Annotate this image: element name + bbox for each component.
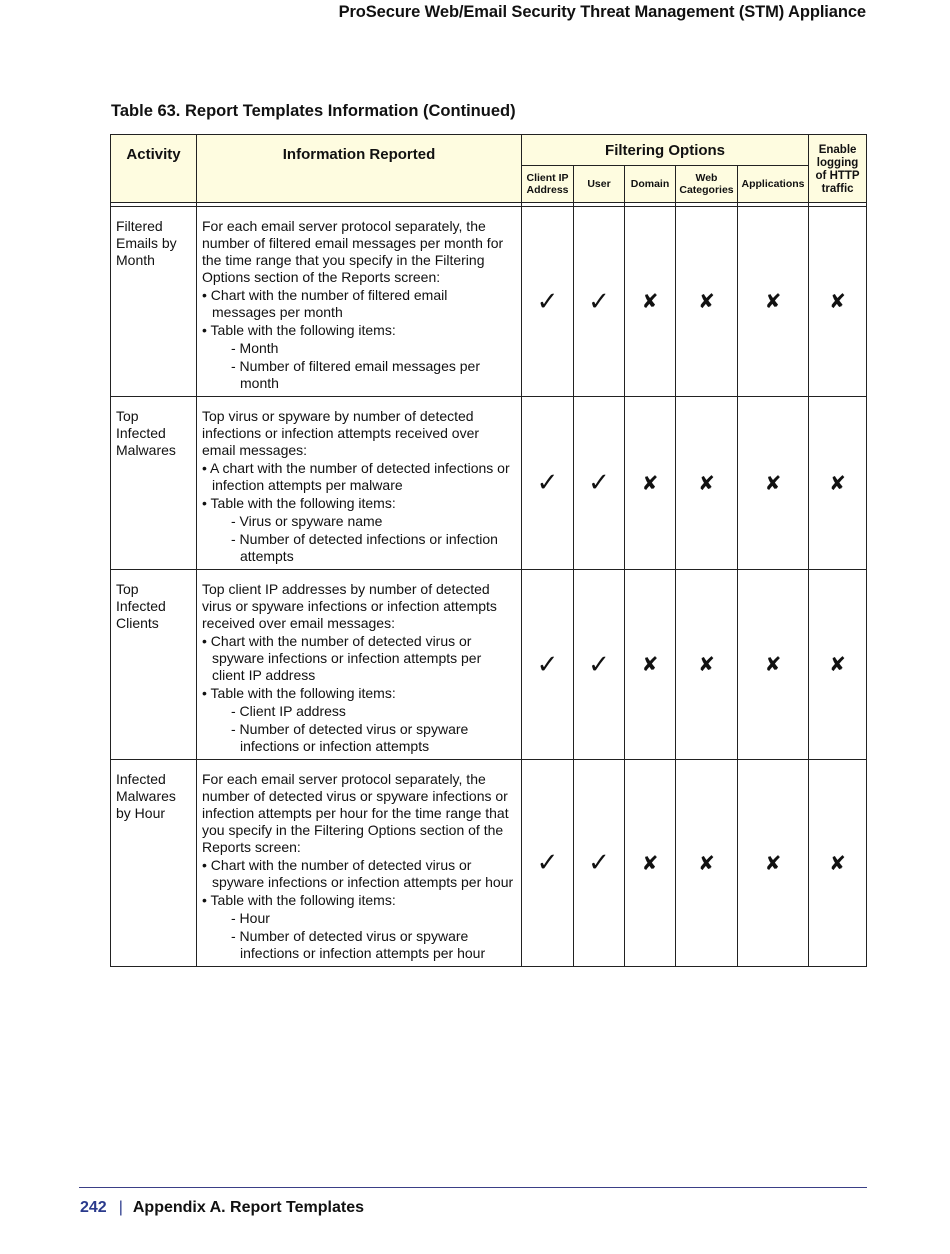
table-caption: Table 63. Report Templates Information (Continued): [111, 102, 516, 120]
footer-section-title: Appendix A. Report Templates: [132, 1199, 364, 1216]
page-number: 242: [80, 1199, 107, 1216]
cross-icon: ✘: [698, 289, 715, 313]
checkmark-icon: ✓: [536, 286, 559, 317]
mark-cell-enable-logging: [809, 397, 867, 570]
cross-icon: ✘: [764, 652, 782, 676]
checkmark-icon: ✓: [536, 649, 559, 680]
checkmark-icon: ✓: [588, 649, 610, 680]
checkmark-icon: ✓: [588, 848, 610, 878]
mark-cell-user: [574, 207, 625, 397]
cross-icon: ✘: [698, 470, 715, 495]
information-sub-item: - Number of detected virus or spyware infections or infection attempts per hour: [231, 928, 486, 961]
information-bullet: • Table with the following items:: [202, 322, 396, 338]
cross-icon: ✘: [829, 850, 846, 875]
information-sub-item: - Virus or spyware name: [231, 513, 383, 529]
mark-cell-web-categories: [676, 207, 738, 397]
information-cell: [197, 207, 522, 397]
mark-cell-client-ip: [522, 397, 574, 570]
footer: [80, 1199, 364, 1217]
mark-cell-web-categories: [676, 760, 738, 967]
mark-cell-client-ip: [522, 760, 574, 967]
mark-cell-domain: [625, 397, 676, 570]
activity-cell: Top Infected Clients: [111, 570, 197, 760]
activity-cell: Filtered Emails by Month: [111, 207, 197, 397]
header-client-ip-address: Client IP Address: [522, 166, 574, 203]
mark-cell-user: [574, 570, 625, 760]
mark-cell-client-ip: [522, 570, 574, 760]
information-intro: For each email server protocol separately, the number of detected virus or spyware infections or infection attempts per hour for the time range that you specify in the Filtering Options section of the Reports screen:: [202, 771, 509, 855]
cross-icon: ✘: [641, 470, 659, 495]
header-web-categories: Web Categories: [676, 166, 738, 203]
mark-cell-domain: [625, 207, 676, 397]
mark-cell-enable-logging: [809, 760, 867, 967]
information-sub-item: - Hour: [231, 910, 270, 926]
information-bullet: • Table with the following items:: [202, 685, 396, 701]
information-sub-item: - Client IP address: [231, 703, 346, 719]
information-cell: [197, 570, 522, 760]
information-intro: Top client IP addresses by number of detected virus or spyware infections or infection attempts received over email messages:: [202, 581, 497, 631]
table-row: [111, 207, 867, 397]
mark-cell-domain: [625, 760, 676, 967]
information-cell: [197, 760, 522, 967]
cross-icon: ✘: [829, 470, 846, 495]
mark-cell-applications: [738, 760, 809, 967]
header-applications: Applications: [738, 166, 809, 203]
information-bullet: • Table with the following items:: [202, 892, 396, 908]
information-intro: Top virus or spyware by number of detected infections or infection attempts received over email messages:: [202, 408, 480, 458]
header-information-reported: Information Reported: [197, 135, 522, 203]
information-bullet: • Chart with the number of detected virus or spyware infections or infection attempts per client IP address: [202, 633, 482, 683]
cross-icon: ✘: [698, 652, 715, 676]
mark-cell-user: [574, 760, 625, 967]
information-sub-item: - Number of detected infections or infection attempts: [231, 531, 498, 564]
header-user: User: [574, 166, 625, 203]
table-body: [111, 207, 867, 967]
information-intro: For each email server protocol separately, the number of filtered email messages per month for the time range that you specify in the Filtering Options section of the Reports screen:: [202, 218, 504, 285]
header-filtering-options: Filtering Options: [522, 135, 809, 166]
mark-cell-enable-logging: [809, 207, 867, 397]
cross-icon: ✘: [829, 289, 846, 313]
header-enable-logging: Enable logging of HTTP traffic: [809, 135, 867, 203]
information-sub-item: - Number of filtered email messages per month: [231, 358, 480, 391]
header-activity: Activity: [111, 135, 197, 203]
information-sub-item: - Month: [231, 340, 279, 356]
mark-cell-applications: [738, 397, 809, 570]
cross-icon: ✘: [641, 289, 659, 313]
mark-cell-applications: [738, 570, 809, 760]
cross-icon: ✘: [764, 289, 782, 313]
mark-cell-web-categories: [676, 397, 738, 570]
information-sub-item: - Number of detected virus or spyware infections or infection attempts: [231, 721, 469, 754]
checkmark-icon: ✓: [588, 468, 610, 498]
footer-separator: |: [118, 1199, 123, 1216]
checkmark-icon: ✓: [588, 286, 610, 317]
checkmark-icon: ✓: [536, 468, 559, 498]
mark-cell-user: [574, 397, 625, 570]
information-bullet: • Chart with the number of filtered email messages per month: [202, 287, 448, 320]
table-row: [111, 760, 867, 967]
mark-cell-enable-logging: [809, 570, 867, 760]
table-row: [111, 570, 867, 760]
cross-icon: ✘: [698, 850, 715, 875]
report-templates-table: [110, 134, 867, 967]
cross-icon: ✘: [641, 652, 659, 676]
cross-icon: ✘: [764, 470, 782, 495]
footer-rule: [79, 1187, 867, 1188]
cross-icon: ✘: [764, 850, 782, 875]
mark-cell-client-ip: [522, 207, 574, 397]
information-bullet: • Chart with the number of detected virus or spyware infections or infection attempts per hour: [202, 857, 514, 890]
cross-icon: ✘: [829, 652, 846, 676]
mark-cell-web-categories: [676, 570, 738, 760]
activity-cell: Top Infected Malwares: [111, 397, 197, 570]
running-title: ProSecure Web/Email Security Threat Management (STM) Appliance: [338, 3, 866, 21]
information-bullet: • Table with the following items:: [202, 495, 396, 511]
table-row: [111, 397, 867, 570]
information-cell: [197, 397, 522, 570]
cross-icon: ✘: [641, 850, 659, 875]
mark-cell-domain: [625, 570, 676, 760]
checkmark-icon: ✓: [536, 848, 559, 878]
mark-cell-applications: [738, 207, 809, 397]
header-domain: Domain: [625, 166, 676, 203]
information-bullet: • A chart with the number of detected infections or infection attempts per malware: [202, 460, 510, 493]
activity-cell: Infected Malwares by Hour: [111, 760, 197, 967]
